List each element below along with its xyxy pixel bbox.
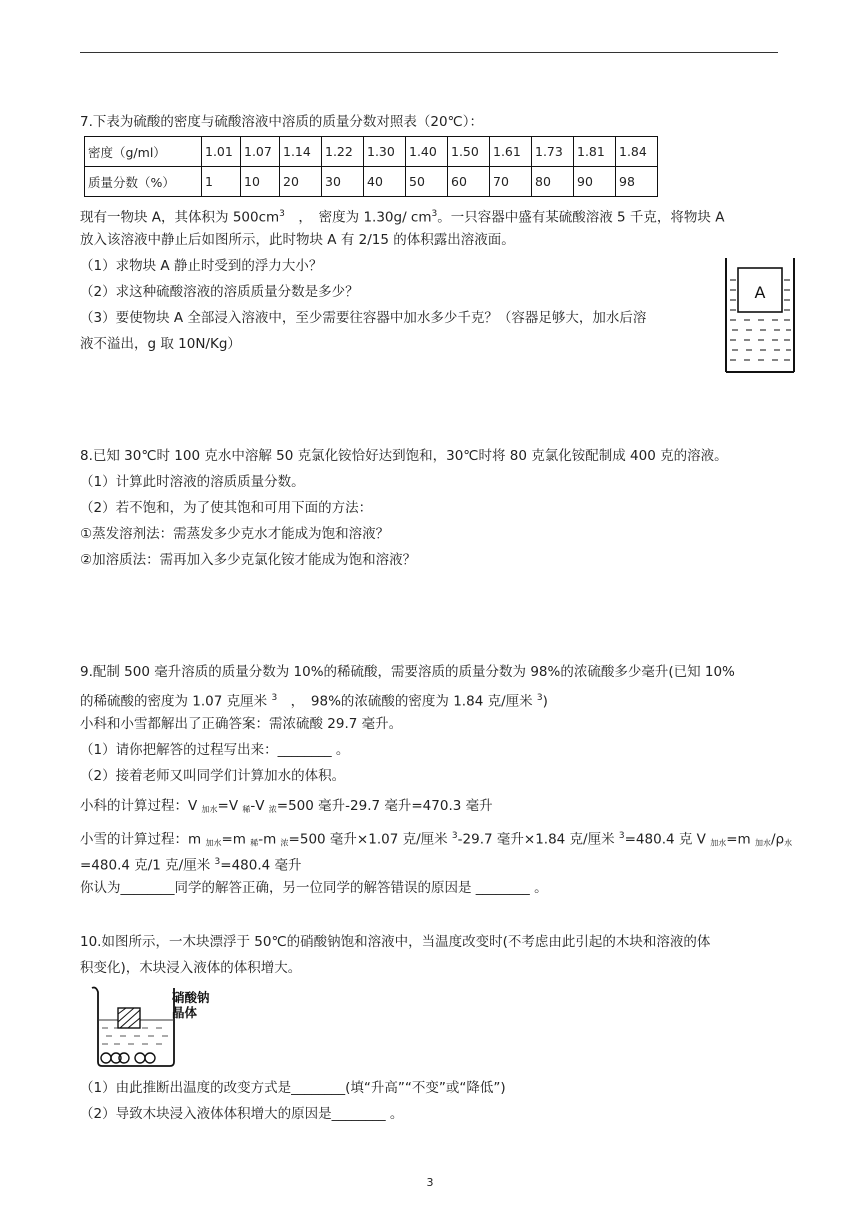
text: =480.4 克 V xyxy=(624,831,711,848)
text: =480.4 克/1 克/厘米 xyxy=(80,857,215,874)
superscript: 3 xyxy=(271,693,278,703)
q10-line1: 10.如图所示，一木块漂浮于 50℃的硝酸钠饱和溶液中，当温度改变时(不考虑由此引起的木块和溶液的体 xyxy=(80,934,711,950)
q10-line2: 积变化)，木块浸入液体的体积增大。 xyxy=(80,960,302,976)
table-cell: 40 xyxy=(364,167,406,197)
text: 小科的计算过程：V xyxy=(80,798,202,814)
table-cell: 60 xyxy=(448,167,490,197)
q7-text-line1 xyxy=(80,204,724,228)
table-cell: 90 xyxy=(574,167,616,197)
table-row-head: 质量分数（%） xyxy=(85,167,202,197)
table-cell: 50 xyxy=(406,167,448,197)
subscript: 加水 xyxy=(205,838,222,848)
superscript: 3 xyxy=(431,209,438,219)
table-cell: 1.30 xyxy=(364,137,406,167)
container-block-figure xyxy=(724,258,796,374)
table-cell: 70 xyxy=(490,167,532,197)
table-cell: 80 xyxy=(532,167,574,197)
table-cell: 1.73 xyxy=(532,137,574,167)
table-cell: 1.14 xyxy=(280,137,322,167)
q8-sub2: （2）若不饱和，为了使其饱和可用下面的方法： xyxy=(80,500,373,516)
text: =m xyxy=(221,831,251,848)
q7-text-line2: 放入该溶液中静止后如图所示，此时物块 A 有 2/15 的体积露出溶液面。 xyxy=(80,232,515,248)
table-cell: 1.07 xyxy=(241,137,280,167)
superscript: 3 xyxy=(451,831,458,841)
block-label: A xyxy=(754,283,766,302)
table-cell: 10 xyxy=(241,167,280,197)
figure-label-line2: 晶体 xyxy=(172,1005,198,1020)
subscript: 水 xyxy=(784,838,793,848)
subscript: 浓 xyxy=(268,805,277,814)
q9-sub2: （2）接着老师又叫同学们计算加水的体积。 xyxy=(80,768,346,784)
q9-xiaoxue-calc-cont xyxy=(80,852,302,876)
table-cell: 20 xyxy=(280,167,322,197)
subscript: 加水 xyxy=(201,805,218,814)
subscript: 浓 xyxy=(280,838,289,848)
table-cell: 30 xyxy=(322,167,364,197)
q8-title: 8.已知 30℃时 100 克水中溶解 50 克氯化铵恰好达到饱和，30℃时将 80 克氯化铵配制成 400 克的溶液。 xyxy=(80,448,728,464)
superscript: 3 xyxy=(618,831,625,841)
figure-label-line1: 硝酸钠 xyxy=(172,990,210,1005)
superscript: 3 xyxy=(214,857,221,867)
superscript: 3 xyxy=(279,209,285,219)
q8-method2: ②加溶质法：需再加入多少克氯化铵才能成为饱和溶液？ xyxy=(80,552,417,568)
q7-sub1: （1）求物块 A 静止时受到的浮力大小？ xyxy=(80,258,323,274)
text: =500 毫升×1.07 克/厘米 xyxy=(288,831,452,848)
text: ， 98%的浓硫酸的密度为 1.84 克/厘米 xyxy=(277,693,537,710)
q7-sub3-cont: 液不溢出，g 取 10N/Kg） xyxy=(80,336,241,352)
text: 现有一物块 A，其体积为 500cm xyxy=(80,209,280,226)
subscript: 稀 xyxy=(242,805,251,814)
beaker-figure xyxy=(88,984,248,1068)
table-cell: 1.50 xyxy=(448,137,490,167)
table-cell: 1.22 xyxy=(322,137,364,167)
q7-sub3: （3）要使物块 A 全部浸入溶液中，至少需要往容器中加水多少千克？（容器足够大，加水后溶 xyxy=(80,310,647,326)
header-rule xyxy=(80,52,778,53)
table-cell: 1.61 xyxy=(490,137,532,167)
subscript: 稀 xyxy=(250,838,259,848)
text: -V xyxy=(250,798,269,814)
text: =m xyxy=(726,831,755,848)
table-cell: 1.81 xyxy=(574,137,616,167)
text: ， 密度为 1.30g/ cm xyxy=(284,209,432,226)
text: =480.4 毫升 xyxy=(220,857,302,874)
q9-xiaoke-calc xyxy=(80,796,493,820)
q7-title: 7.下表为硫酸的密度与硫酸溶液中溶质的质量分数对照表（20℃）： xyxy=(80,114,483,130)
text: 小雪的计算过程：m xyxy=(80,831,206,848)
text: 。一只容器中盛有某硫酸溶液 5 千克，将物块 A xyxy=(437,209,725,226)
text: 的稀硫酸的密度为 1.07 克厘米 xyxy=(80,693,272,710)
density-table xyxy=(84,136,658,197)
table-cell: 1.84 xyxy=(616,137,658,167)
q9-xiaoxue-calc xyxy=(80,826,792,854)
q9-line2 xyxy=(80,688,548,712)
subscript: 加水 xyxy=(710,838,727,848)
text: ) xyxy=(542,693,548,710)
subscript: 加水 xyxy=(754,838,771,848)
text: =V xyxy=(217,798,243,814)
q8-sub1: （1）计算此时溶液的溶质质量分数。 xyxy=(80,474,305,490)
q9-line1: 9.配制 500 毫升溶质的质量分数为 10%的稀硫酸，需要溶质的质量分数为 98%的浓硫酸多少毫升(已知 10% xyxy=(80,664,735,680)
q9-line3: 小科和小雪都解出了正确答案：需浓硫酸 29.7 毫升。 xyxy=(80,716,403,732)
text: =500 毫升-29.7 毫升=470.3 毫升 xyxy=(276,798,493,814)
q9-sub1: （1）请你把解答的过程写出来：________ 。 xyxy=(80,742,350,758)
q10-sub1: （1）由此推断出温度的改变方式是________(填“升高”“不变”或“降低”) xyxy=(80,1080,506,1096)
text: /ρ xyxy=(770,831,785,848)
text: -m xyxy=(258,831,281,848)
table-cell: 1.40 xyxy=(406,137,448,167)
table-cell: 98 xyxy=(616,167,658,197)
q7-sub2: （2）求这种硫酸溶液的溶质质量分数是多少？ xyxy=(80,284,359,300)
table-row xyxy=(85,137,658,167)
q8-method1: ①蒸发溶剂法：需蒸发多少克水才能成为饱和溶液？ xyxy=(80,526,390,542)
superscript: 3 xyxy=(536,693,543,703)
table-cell: 1.01 xyxy=(202,137,241,167)
page-number: 3 xyxy=(426,1176,434,1189)
table-row-head: 密度（g/ml） xyxy=(85,137,202,167)
text: -29.7 毫升×1.84 克/厘米 xyxy=(457,831,619,848)
q10-sub2: （2）导致木块浸入液体体积增大的原因是________ 。 xyxy=(80,1106,404,1122)
table-row xyxy=(85,167,658,197)
table-cell: 1 xyxy=(202,167,241,197)
q9-conclusion: 你认为________同学的解答正确，另一位同学的解答错误的原因是 ________ 。 xyxy=(80,880,548,896)
